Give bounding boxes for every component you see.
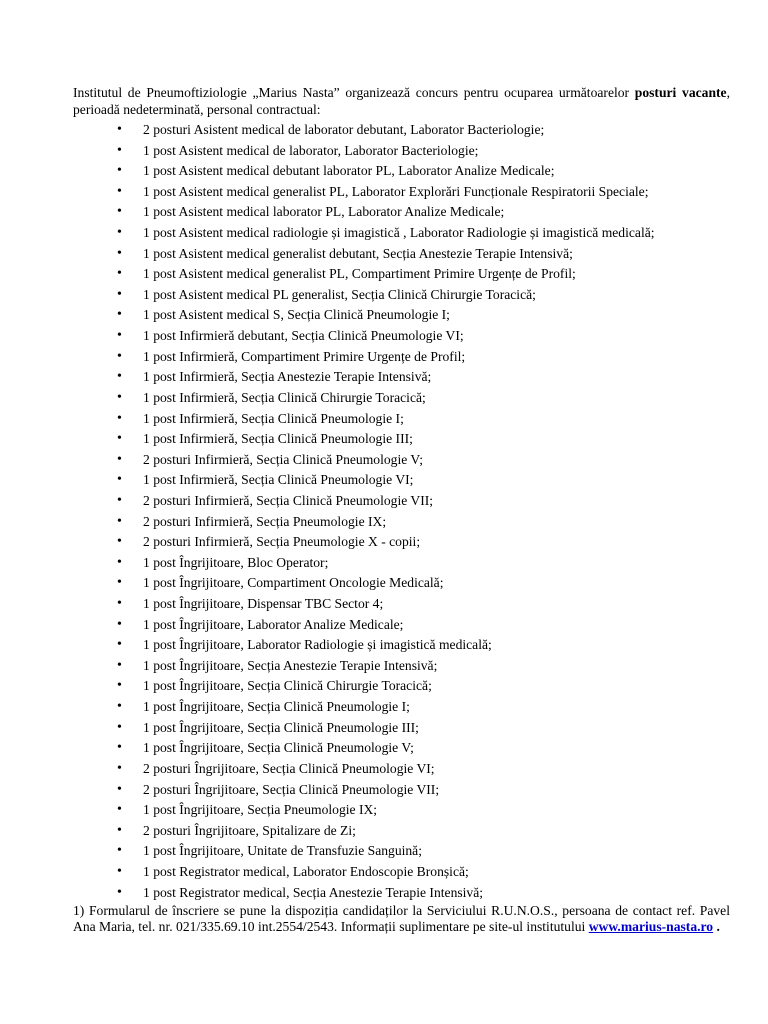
bullet-icon: •	[117, 369, 122, 385]
intro-bold-text: posturi vacante	[634, 85, 727, 100]
list-item	[73, 326, 730, 347]
list-item	[73, 285, 730, 306]
list-item	[73, 883, 730, 904]
intro-paragraph	[73, 84, 730, 118]
list-item	[73, 141, 730, 162]
position-text: 1 post Asistent medical laborator PL, Laborator Analize Medicale;	[143, 204, 505, 220]
position-text: 1 post Asistent medical generalist PL, Laborator Explorări Funcționale Respiratorii Speciale;	[143, 183, 649, 199]
list-item	[73, 470, 730, 491]
intro-rest-text: , perioadă nedeterminată, personal contractual:	[73, 85, 730, 117]
list-item	[73, 573, 730, 594]
position-text: 1 post Îngrijitoare, Secția Pneumologie IX;	[143, 802, 378, 818]
bullet-icon: •	[117, 719, 122, 735]
bullet-icon: •	[117, 472, 122, 488]
list-item	[73, 429, 730, 450]
position-text: 1 post Registrator medical, Secția Anestezie Terapie Intensivă;	[143, 884, 484, 900]
bullet-icon: •	[117, 122, 122, 137]
list-item	[73, 244, 730, 265]
list-item	[73, 841, 730, 862]
bullet-icon: •	[117, 822, 122, 838]
position-text: 1 post Îngrijitoare, Unitate de Transfuzie Sanguină;	[143, 843, 422, 859]
list-item	[73, 202, 730, 223]
list-item	[73, 512, 730, 533]
list-item	[73, 615, 730, 636]
list-item	[73, 553, 730, 574]
position-text: 1 post Infirmieră, Secția Clinică Pneumologie III;	[143, 431, 413, 447]
position-text: 1 post Îngrijitoare, Secția Clinică Chirurgie Toracică;	[143, 678, 432, 694]
bullet-icon: •	[117, 802, 122, 818]
bullet-icon: •	[117, 245, 122, 261]
bullet-icon: •	[117, 699, 122, 715]
list-item	[73, 594, 730, 615]
list-item	[73, 491, 730, 512]
bullet-icon: •	[117, 575, 122, 591]
bullet-icon: •	[117, 554, 122, 570]
position-text: 2 posturi Infirmieră, Secția Clinică Pneumologie VII;	[143, 492, 434, 508]
position-text: 1 post Îngrijitoare, Secția Clinică Pneumologie I;	[143, 699, 410, 715]
position-text: 1 post Infirmieră debutant, Secția Clinică Pneumologie VI;	[143, 328, 464, 344]
bullet-icon: •	[117, 657, 122, 673]
list-item	[73, 862, 730, 883]
footer-text: 1) Formularul de înscriere se pune la dispoziția candidaților la Serviciului R.U.N.O.S., persoana de contact ref. Pavel Ana Maria, tel. nr. 021/335.69.10 int.2554/2543. Informații suplimentare pe site-ul institutului	[73, 903, 730, 935]
bullet-icon: •	[117, 616, 122, 632]
list-item	[73, 367, 730, 388]
position-text: 1 post Îngrijitoare, Secția Clinică Pneumologie III;	[143, 719, 419, 735]
list-item	[73, 759, 730, 780]
bullet-icon: •	[117, 431, 122, 447]
bullet-icon: •	[117, 348, 122, 364]
bullet-icon: •	[117, 781, 122, 797]
bullet-icon: •	[117, 225, 122, 241]
bullet-icon: •	[117, 410, 122, 426]
position-text: 1 post Asistent medical debutant laborator PL, Laborator Analize Medicale;	[143, 163, 555, 179]
position-text: 1 post Asistent medical S, Secția Clinică Pneumologie I;	[143, 307, 450, 323]
bullet-icon: •	[117, 596, 122, 612]
bullet-icon: •	[117, 492, 122, 508]
bullet-icon: •	[117, 678, 122, 694]
list-item	[73, 676, 730, 697]
bullet-icon: •	[117, 266, 122, 282]
list-item	[73, 161, 730, 182]
position-text: 1 post Infirmieră, Secția Clinică Pneumologie I;	[143, 410, 404, 426]
position-text: 1 post Asistent medical radiologie și imagistică , Laborator Radiologie și imagistică medicală;	[143, 225, 655, 241]
position-text: 1 post Asistent medical PL generalist, Secția Clinică Chirurgie Toracică;	[143, 286, 536, 302]
list-item	[73, 780, 730, 801]
list-item	[73, 388, 730, 409]
position-text: 2 posturi Asistent medical de laborator debutant, Laborator Bacteriologie;	[143, 122, 545, 137]
list-item	[73, 305, 730, 326]
position-text: 2 posturi Îngrijitoare, Spitalizare de Zi;	[143, 822, 356, 838]
list-item	[73, 697, 730, 718]
bullet-icon: •	[117, 637, 122, 653]
position-text: 2 posturi Îngrijitoare, Secția Clinică Pneumologie VI;	[143, 760, 435, 776]
bullet-icon: •	[117, 740, 122, 756]
bullet-icon: •	[117, 843, 122, 859]
footer-paragraph	[73, 903, 730, 935]
list-item	[73, 821, 730, 842]
position-text: 1 post Îngrijitoare, Secția Anestezie Terapie Intensivă;	[143, 657, 438, 673]
position-text: 1 post Asistent medical generalist debutant, Secția Anestezie Terapie Intensivă;	[143, 245, 573, 261]
list-item	[73, 409, 730, 430]
position-text: 1 post Îngrijitoare, Bloc Operator;	[143, 554, 329, 570]
position-text: 1 post Asistent medical generalist PL, Compartiment Primire Urgențe de Profil;	[143, 266, 576, 282]
bullet-icon: •	[117, 513, 122, 529]
bullet-icon: •	[117, 863, 122, 879]
list-item	[73, 800, 730, 821]
position-text: 1 post Îngrijitoare, Laborator Analize Medicale;	[143, 616, 404, 632]
position-text: 2 posturi Infirmieră, Secția Clinică Pneumologie V;	[143, 451, 423, 467]
bullet-icon: •	[117, 884, 122, 900]
position-text: 1 post Asistent medical de laborator, Laborator Bacteriologie;	[143, 142, 479, 158]
list-item	[73, 347, 730, 368]
list-item	[73, 718, 730, 739]
bullet-icon: •	[117, 286, 122, 302]
bullet-icon: •	[117, 142, 122, 158]
bullet-icon: •	[117, 534, 122, 550]
bullet-icon: •	[117, 451, 122, 467]
position-text: 2 posturi Îngrijitoare, Secția Clinică Pneumologie VII;	[143, 781, 440, 797]
footer-end: .	[713, 919, 720, 935]
bullet-icon: •	[117, 760, 122, 776]
position-text: 1 post Îngrijitoare, Dispensar TBC Sector 4;	[143, 596, 384, 612]
position-text: 2 posturi Infirmieră, Secția Pneumologie IX;	[143, 513, 387, 529]
position-text: 2 posturi Infirmieră, Secția Pneumologie X - copii;	[143, 534, 421, 550]
bullet-icon: •	[117, 183, 122, 199]
list-item	[73, 182, 730, 203]
position-text: 1 post Infirmieră, Compartiment Primire Urgențe de Profil;	[143, 348, 466, 364]
positions-list	[73, 120, 730, 903]
document-page	[73, 84, 730, 935]
intro-text: Institutul de Pneumoftiziologie „Marius Nasta” organizează concurs pentru ocuparea următoarelor	[73, 85, 630, 100]
position-text: 1 post Îngrijitoare, Laborator Radiologie și imagistică medicală;	[143, 637, 492, 653]
list-item	[73, 450, 730, 471]
bullet-icon: •	[117, 307, 122, 323]
position-text: 1 post Registrator medical, Laborator Endoscopie Bronșică;	[143, 863, 469, 879]
position-text: 1 post Infirmieră, Secția Clinică Chirurgie Toracică;	[143, 389, 426, 405]
list-item	[73, 120, 730, 141]
position-text: 1 post Infirmieră, Secția Clinică Pneumologie VI;	[143, 472, 414, 488]
position-text: 1 post Îngrijitoare, Secția Clinică Pneumologie V;	[143, 740, 414, 756]
list-item	[73, 635, 730, 656]
list-item	[73, 738, 730, 759]
position-text: 1 post Îngrijitoare, Compartiment Oncologie Medicală;	[143, 575, 444, 591]
website-link[interactable]: www.marius-nasta.ro	[588, 919, 714, 935]
bullet-icon: •	[117, 163, 122, 179]
bullet-icon: •	[117, 389, 122, 405]
list-item	[73, 264, 730, 285]
list-item	[73, 656, 730, 677]
list-item	[73, 532, 730, 553]
list-item	[73, 223, 730, 244]
bullet-icon: •	[117, 204, 122, 220]
position-text: 1 post Infirmieră, Secția Anestezie Terapie Intensivă;	[143, 369, 432, 385]
bullet-icon: •	[117, 328, 122, 344]
